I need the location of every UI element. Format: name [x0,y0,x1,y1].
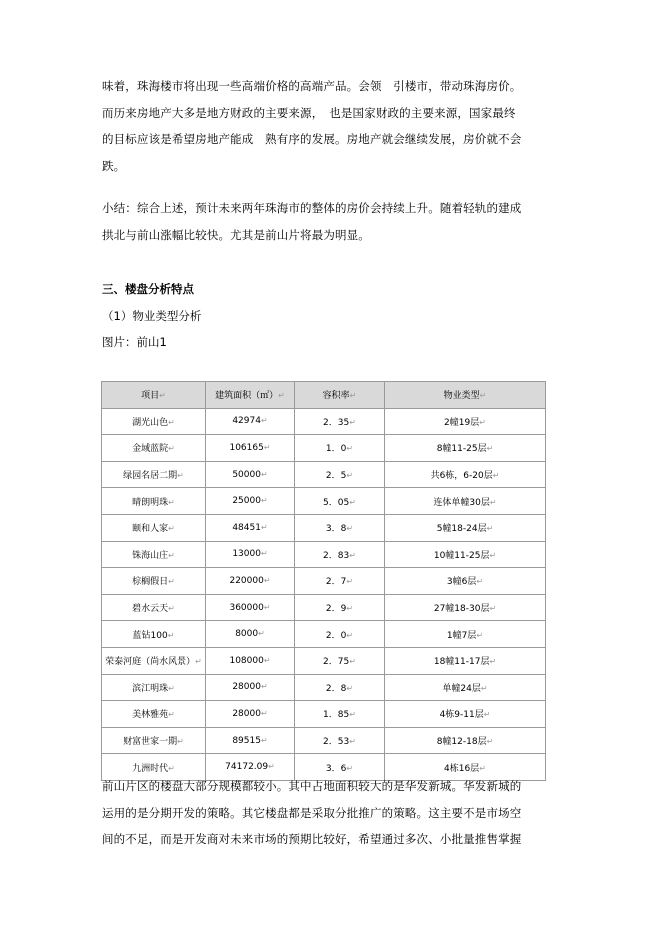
cell-project: 美林雅苑↵ [102,701,206,728]
cell-far: 2．53↵ [295,727,385,754]
text-line: 跌。 [102,158,126,173]
cell-area: 48451↵ [206,514,295,541]
cell-type: 连体单幢30层↵ [385,488,546,515]
cell-project: 荣泰河庭（尚水风景）↵ [102,647,206,674]
cell-far: 1．85↵ [295,701,385,728]
intro-paragraph [102,73,542,179]
cell-type: 5幢18-24层↵ [385,514,546,541]
cell-area: 13000↵ [206,541,295,568]
cell-far: 2．7↵ [295,568,385,595]
cell-project: 九洲时代↵ [102,754,206,781]
cell-project: 湖光山色↵ [102,408,206,435]
cell-far: 2．9↵ [295,594,385,621]
table-row [102,621,546,648]
section-heading: 三、楼盘分析特点 [102,282,194,296]
table-row [102,408,546,435]
subheading: （1）物业类型分析 [102,309,202,323]
cell-type: 单幢24层↵ [385,674,546,701]
cell-area: 106165↵ [206,435,295,462]
closing-paragraph [102,773,542,853]
table-row [102,594,546,621]
cell-area: 25000↵ [206,488,295,515]
cell-project: 棕榈假日↵ [102,568,206,595]
table-header-row [102,382,546,409]
text-line: 而历来房地产大多是地方财政的主要来源， 也是国家财政的主要来源，国家最终 [102,105,516,120]
cell-area: 28000↵ [206,701,295,728]
cell-project: 绿园名居二期↵ [102,461,206,488]
cell-far: 2．35↵ [295,408,385,435]
column-header: 项目↵ [102,382,206,409]
table-row [102,488,546,515]
cell-area: 360000↵ [206,594,295,621]
cell-type: 3幢6层↵ [385,568,546,595]
table-row [102,541,546,568]
cell-area: 28000↵ [206,674,295,701]
cell-project: 滨江明珠↵ [102,674,206,701]
cell-area: 42974↵ [206,408,295,435]
text-line: 的目标应该是希望房地产能成 熟有序的发展。房地产就会继续发展，房价就不会 [102,132,522,146]
table-row [102,461,546,488]
table-row [102,647,546,674]
text-line: 前山片区的楼盘大部分规模都较小。其中占地面积较大的是华发新城。华发新城的 [102,779,522,793]
cell-project: 财富世家一期↵ [102,727,206,754]
summary-paragraph [102,195,542,248]
cell-area: 50000↵ [206,461,295,488]
cell-type: 10幢11-25层↵ [385,541,546,568]
cell-area: 74172.09↵ [206,754,295,781]
cell-far: 2．75↵ [295,647,385,674]
cell-type: 18幢11-17层↵ [385,647,546,674]
text-line: 间的不足，而是开发商对未来市场的预期比较好，希望通过多次、小批量推售掌握 [102,832,522,846]
cell-far: 2．0↵ [295,621,385,648]
table-row [102,701,546,728]
table-row [102,568,546,595]
cell-project: 铢海山庄↵ [102,541,206,568]
table-row [102,435,546,462]
cell-type: 27幢18-30层↵ [385,594,546,621]
cell-project: 蓝钻100↵ [102,621,206,648]
cell-far: 3．8↵ [295,514,385,541]
table-row [102,727,546,754]
column-header: 容积率↵ [295,382,385,409]
text-line: 拱北与前山涨幅比较快。尤其是前山片将最为明显。 [102,227,370,242]
column-header: 建筑面积（㎡）↵ [206,382,295,409]
cell-type: 8幢11-25层↵ [385,435,546,462]
property-table [101,381,546,781]
cell-area: 220000↵ [206,568,295,595]
text-line: 小结：综合上述，预计未来两年珠海市的整体的房价会持续上升。随着轻轨的建成 [102,201,522,215]
text-line: 运用的是分期开发的策略。其它楼盘都是采取分批推广的策略。这主要不是市场空 [102,805,522,820]
cell-area: 8000↵ [206,621,295,648]
column-header: 物业类型↵ [385,382,546,409]
cell-area: 108000↵ [206,647,295,674]
table-row [102,674,546,701]
table-row [102,514,546,541]
figure-label: 图片：前山1 [102,335,167,349]
cell-area: 89515↵ [206,727,295,754]
cell-far: 2．8↵ [295,674,385,701]
cell-type: 共6栋，6-20层↵ [385,461,546,488]
cell-project: 晴朗明珠↵ [102,488,206,515]
cell-type: 4栋16层↵ [385,754,546,781]
cell-type: 1幢7层↵ [385,621,546,648]
cell-far: 5．05↵ [295,488,385,515]
cell-far: 3．6↵ [295,754,385,781]
text-line: 味着，珠海楼市将出现一些高端价格的高端产品。会领 引楼市，带动珠海房价。 [102,79,522,93]
cell-type: 2幢19层↵ [385,408,546,435]
cell-project: 颐和人家↵ [102,514,206,541]
cell-project: 金域蓝院↵ [102,435,206,462]
cell-far: 2．83↵ [295,541,385,568]
cell-project: 碧水云天↵ [102,594,206,621]
cell-far: 1．0↵ [295,435,385,462]
cell-type: 4栋9-11层↵ [385,701,546,728]
cell-type: 8幢12-18层↵ [385,727,546,754]
cell-far: 2．5↵ [295,461,385,488]
